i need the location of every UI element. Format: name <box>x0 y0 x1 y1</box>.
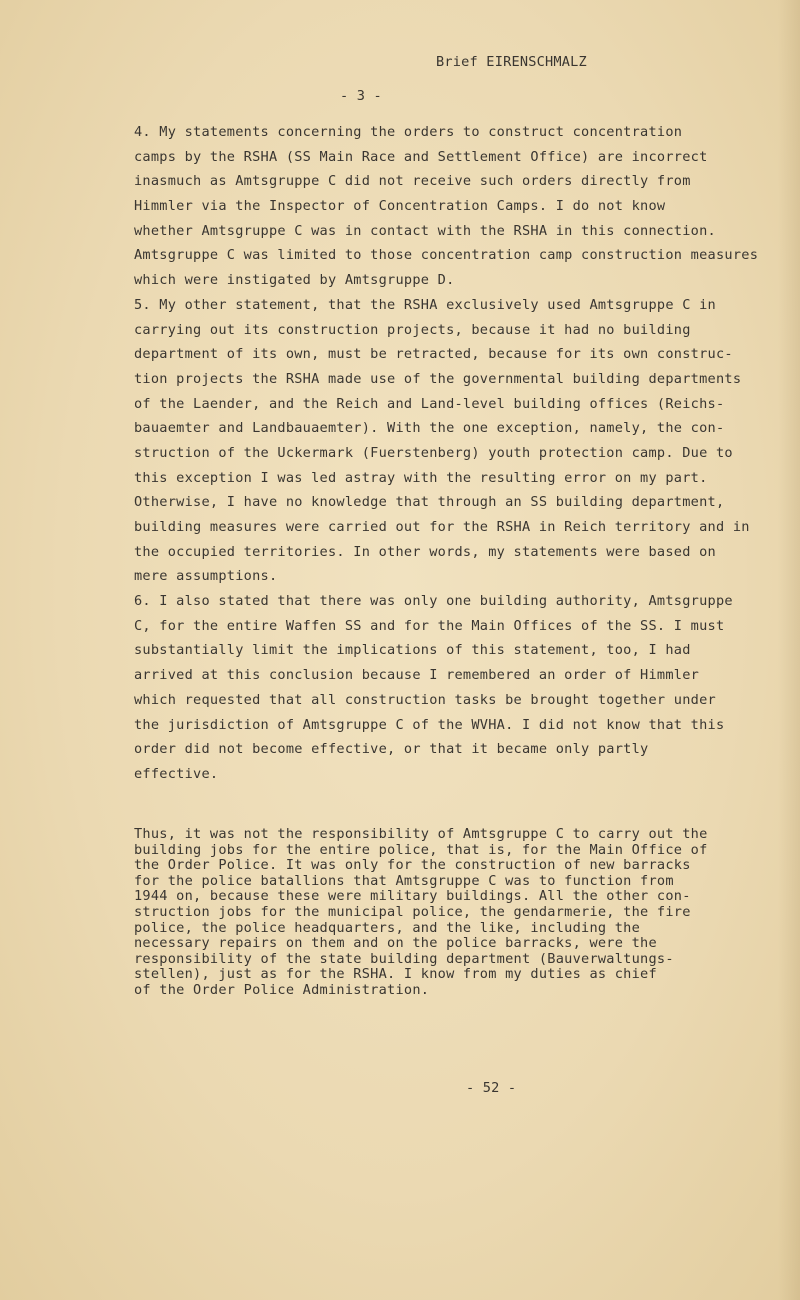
body-line: this exception I was led astray with the resulting error on my part. <box>134 469 708 486</box>
body-line: arrived at this conclusion because I remembered an order of Himmler <box>134 667 700 684</box>
body-line: Amtsgruppe C was limited to those concentration camp construction measures <box>134 247 759 264</box>
closing-line: stellen), just as for the RSHA. I know from my duties as chief <box>134 966 657 983</box>
body-line: carrying out its construction projects, because it had no building <box>134 321 691 338</box>
body-line: effective. <box>134 765 219 782</box>
closing-line: Thus, it was not the responsibility of Amtsgruppe C to carry out the <box>134 826 708 842</box>
closing-line: for the police batallions that Amtsgruppe C was to function from <box>134 872 674 889</box>
body-line: C, for the entire Waffen SS and for the Main Offices of the SS. I must <box>134 617 725 634</box>
body-line: Otherwise, I have no knowledge that through an SS building department, <box>134 494 725 511</box>
body-line: order did not become effective, or that it became only partly <box>134 741 649 758</box>
body-line: substantially limit the implications of this statement, too, I had <box>134 642 691 659</box>
body-line: mere assumptions. <box>134 568 278 585</box>
closing-line: necessary repairs on them and on the police barracks, were the <box>134 935 657 952</box>
body-line: inasmuch as Amtsgruppe C did not receive such orders directly from <box>134 173 691 190</box>
page-edge-shadow <box>778 0 800 1300</box>
closing-line: building jobs for the entire police, that is, for the Main Office of <box>134 841 708 858</box>
body-line: of the Laender, and the Reich and Land-level building offices (Reichs- <box>134 395 725 412</box>
closing-line: the Order Police. It was only for the construction of new barracks <box>134 857 691 874</box>
closing-paragraph <box>134 827 774 999</box>
body-line: the jurisdiction of Amtsgruppe C of the WVHA. I did not know that this <box>134 716 725 733</box>
body-line: 6. I also stated that there was only one building authority, Amtsgruppe <box>134 593 733 610</box>
body-line: struction of the Uckermark (Fuerstenberg) youth protection camp. Due to <box>134 444 733 461</box>
footer-page-number: - 52 - <box>466 1080 517 1096</box>
body-line: bauaemter and Landbauaemter). With the one exception, namely, the con- <box>134 420 725 437</box>
body-line: camps by the RSHA (SS Main Race and Settlement Office) are incorrect <box>134 148 708 165</box>
body-line: 5. My other statement, that the RSHA exclusively used Amtsgruppe C in <box>134 296 716 313</box>
brief-title: Brief EIRENSCHMALZ <box>436 54 587 70</box>
body-text <box>134 120 774 787</box>
closing-line: 1944 on, because these were military buildings. All the other con- <box>134 888 691 905</box>
closing-line: police, the police headquarters, and the like, including the <box>134 919 641 936</box>
body-line: the occupied territories. In other words, my statements were based on <box>134 543 716 560</box>
closing-line: struction jobs for the municipal police, the gendarmerie, the fire <box>134 903 691 920</box>
body-line: which were instigated by Amtsgruppe D. <box>134 272 455 289</box>
body-line: which requested that all construction tasks be brought together under <box>134 691 716 708</box>
body-line: building measures were carried out for the RSHA in Reich territory and in <box>134 519 750 535</box>
body-line: Himmler via the Inspector of Concentration Camps. I do not know <box>134 198 666 215</box>
body-line: 4. My statements concerning the orders to construct concentration <box>134 124 683 140</box>
closing-line: responsibility of the state building department (Bauverwaltungs- <box>134 950 674 967</box>
body-line: department of its own, must be retracted, because for its own construc- <box>134 346 733 363</box>
body-line: whether Amtsgruppe C was in contact with the RSHA in this connection. <box>134 222 716 239</box>
closing-line: of the Order Police Administration. <box>134 981 430 998</box>
page-marker: - 3 - <box>340 88 382 104</box>
body-line: tion projects the RSHA made use of the governmental building departments <box>134 370 742 387</box>
